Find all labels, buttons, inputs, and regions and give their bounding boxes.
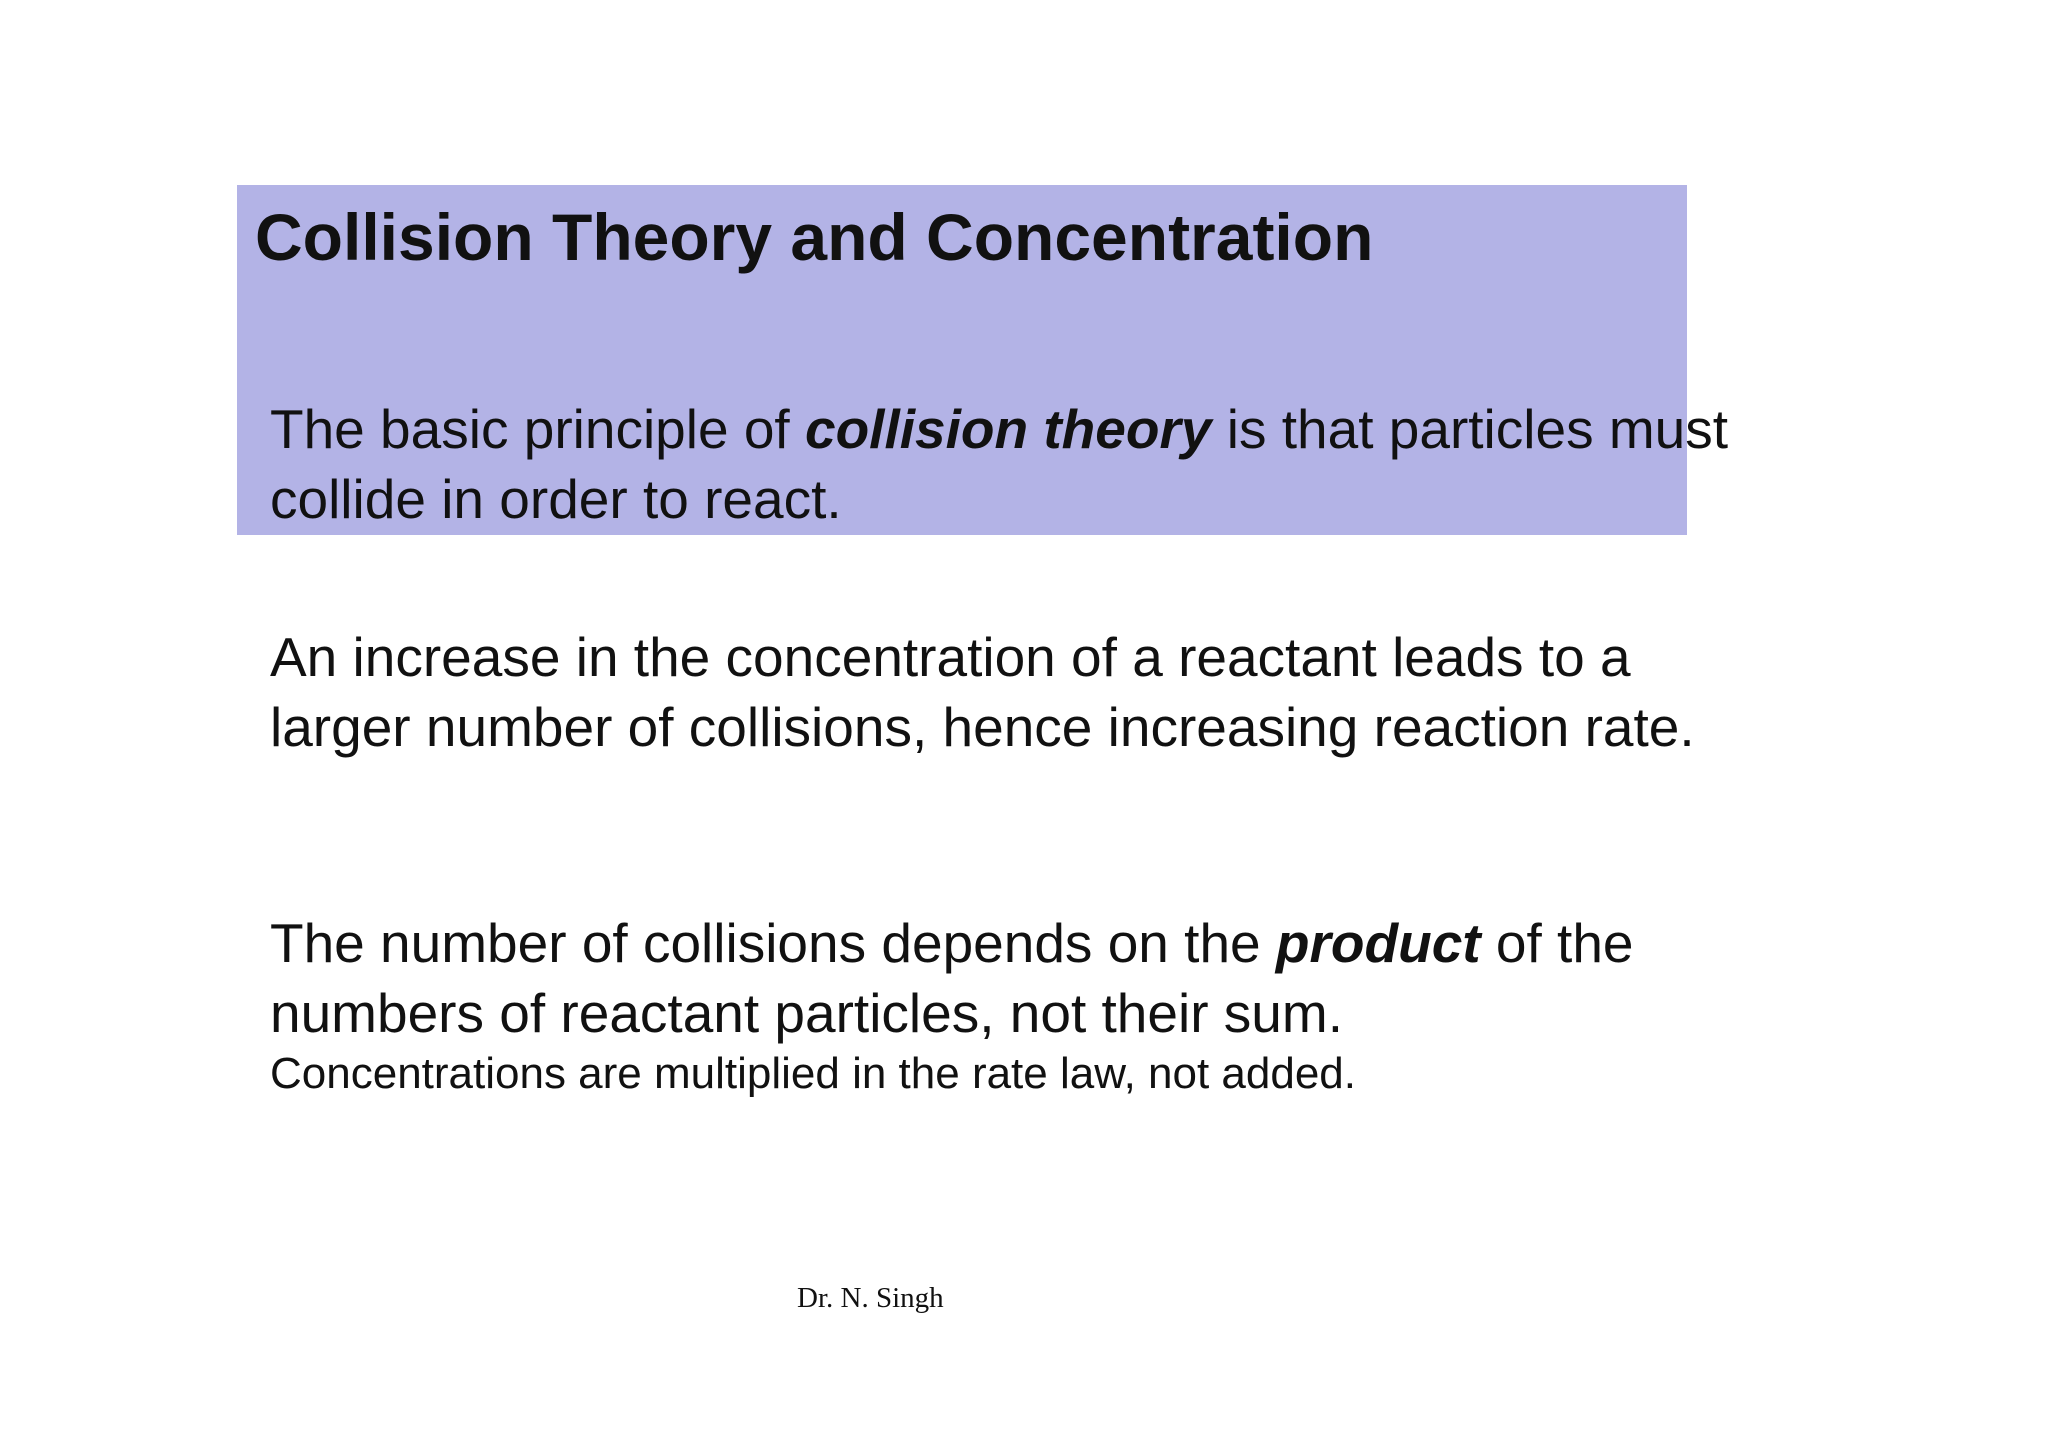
- slide-title: Collision Theory and Concentration: [255, 200, 1374, 274]
- rate-law-note: Concentrations are multiplied in the rate law, not added.: [270, 1049, 1356, 1098]
- author-footer: Dr. N. Singh: [797, 1282, 944, 1314]
- product-emphasis: product: [1275, 912, 1481, 974]
- paragraph-1-text-before: The basic principle of: [270, 398, 805, 460]
- collision-theory-paragraph: [270, 394, 1730, 534]
- paragraph-3-text-before: The number of collisions depends on the: [270, 912, 1276, 974]
- paragraph-3-text-after: of the numbers of reactant particles, not their sum.: [270, 912, 1634, 1044]
- product-paragraph: [270, 908, 1730, 1048]
- paragraph-1-text-after: is that particles must collide in order to react.: [270, 398, 1729, 530]
- concentration-paragraph: An increase in the concentration of a reactant leads to a larger number of collisions, hence increasing reaction rate.: [270, 626, 1695, 758]
- collision-theory-emphasis: collision theory: [805, 398, 1212, 460]
